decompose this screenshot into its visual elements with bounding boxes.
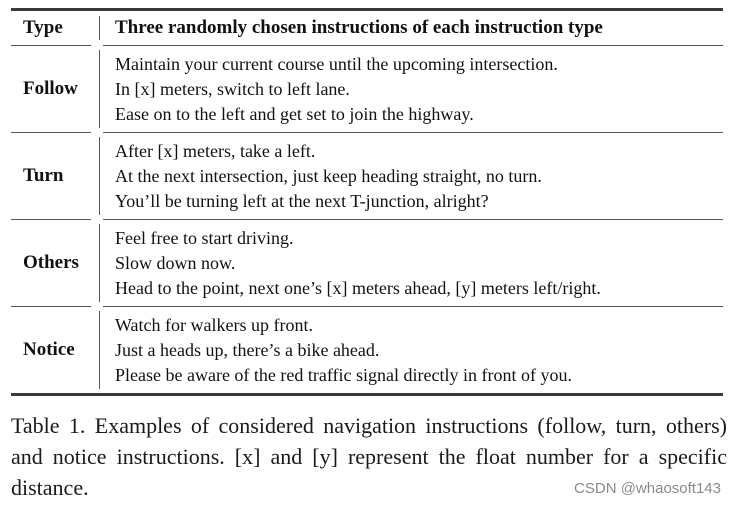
instruction-line: After [x] meters, take a left. <box>115 140 316 161</box>
row-rule <box>11 306 723 307</box>
instruction-line: Slow down now. <box>115 252 236 273</box>
table-row-others <box>11 220 723 306</box>
instruction-line: Head to the point, next one’s [x] meters ahead, [y] meters left/right. <box>115 277 601 298</box>
table-row-notice <box>11 307 723 393</box>
instruction-line: Feel free to start driving. <box>115 227 294 248</box>
row-type: Follow <box>23 78 78 99</box>
header-rule <box>11 45 723 46</box>
instruction-line: Watch for walkers up front. <box>115 314 313 335</box>
row-rule <box>11 219 723 220</box>
table-bottom-rule <box>11 393 723 396</box>
table-row-turn <box>11 133 723 219</box>
row-instructions <box>100 220 723 306</box>
row-type: Others <box>23 252 79 273</box>
row-instructions <box>100 133 723 219</box>
row-instructions <box>100 46 723 132</box>
instruction-table <box>11 8 723 396</box>
row-instructions <box>100 307 723 393</box>
instruction-line: Please be aware of the red traffic signal directly in front of you. <box>115 364 572 385</box>
row-type: Notice <box>23 339 75 360</box>
instruction-line: In [x] meters, switch to left lane. <box>115 78 350 99</box>
row-rule <box>11 132 723 133</box>
instruction-line: At the next intersection, just keep heading straight, no turn. <box>115 165 542 186</box>
instruction-line: Ease on to the left and get set to join the highway. <box>115 103 474 124</box>
instruction-line: You’ll be turning left at the next T-junction, alright? <box>115 190 489 211</box>
instruction-line: Maintain your current course until the upcoming intersection. <box>115 53 558 74</box>
header-type: Type <box>23 17 63 38</box>
table-header-row <box>11 11 723 45</box>
table-row-follow <box>11 46 723 132</box>
watermark: CSDN @whaosoft143 <box>574 480 721 497</box>
header-instructions: Three randomly chosen instructions of each instruction type <box>115 17 603 38</box>
table-caption: Table 1. Examples of considered navigation instructions (follow, turn, others) and notice instructions. [x] and [y] represent the float number for a specific distance. <box>11 413 727 500</box>
instruction-line: Just a heads up, there’s a bike ahead. <box>115 339 380 360</box>
row-type: Turn <box>23 165 64 186</box>
